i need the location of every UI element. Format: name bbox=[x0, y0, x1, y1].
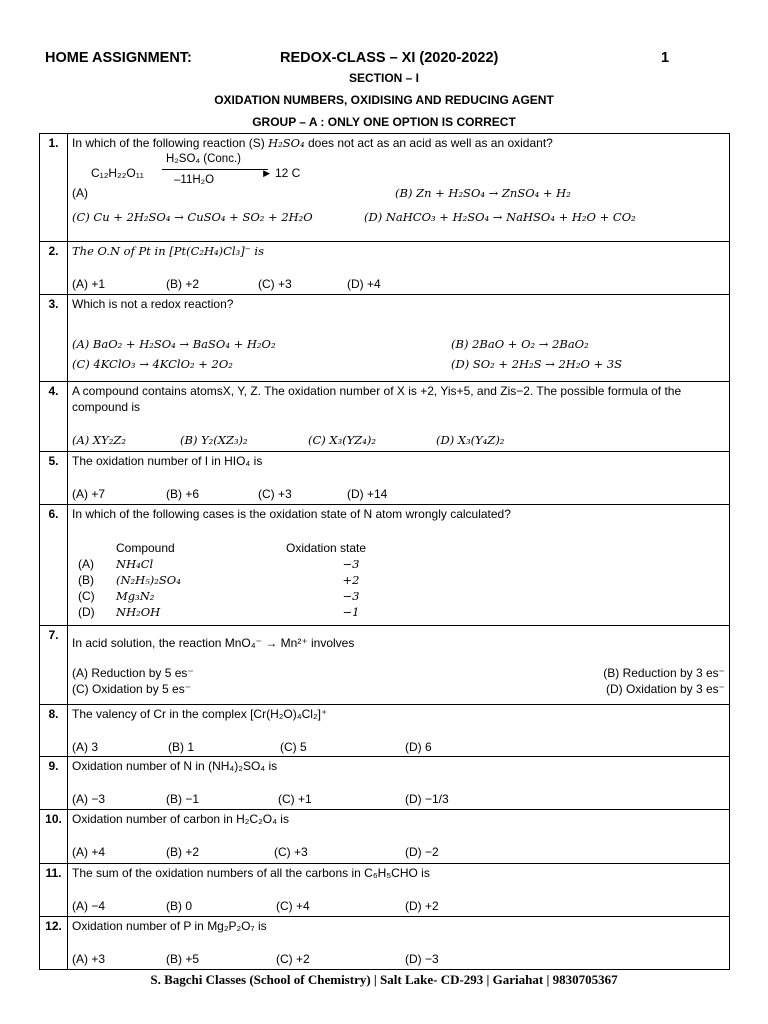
question-number: 9. bbox=[40, 757, 68, 810]
option-a: (A) −4 bbox=[72, 899, 106, 913]
options bbox=[72, 432, 725, 448]
option-d: (D) −1/3 bbox=[405, 792, 449, 806]
option-c: (C) Oxidation by 5 es⁻ bbox=[72, 682, 192, 696]
reaction-arrow: H₂SO₄ (Conc.) ▶ –11H₂O bbox=[160, 151, 270, 185]
option-a: (A) +3 bbox=[72, 952, 106, 966]
question-number: 11. bbox=[40, 864, 68, 917]
option-b: (B) +6 bbox=[166, 487, 200, 501]
question-row bbox=[40, 452, 730, 505]
option-a: (A) BaO₂ + H₂SO₄ → BaSO₄ + H₂O₂ bbox=[72, 337, 276, 351]
option-a: (A) 3 bbox=[72, 740, 99, 754]
option-a: (A) Reduction by 5 es⁻ bbox=[72, 666, 194, 680]
question-row bbox=[40, 382, 730, 452]
question-row bbox=[40, 917, 730, 970]
question-number: 3. bbox=[40, 295, 68, 382]
options bbox=[72, 844, 725, 860]
question-row bbox=[40, 295, 730, 382]
option-b: (B) Y₂(XZ₃)₂ bbox=[180, 433, 248, 447]
options bbox=[72, 898, 725, 914]
question-text: The oxidation number of I in HIO₄ is bbox=[72, 454, 263, 468]
options bbox=[72, 739, 725, 755]
oxidation-state: −1 bbox=[342, 605, 360, 619]
question-row bbox=[40, 757, 730, 810]
option-b: (B) +5 bbox=[166, 952, 200, 966]
option-c: (C) Cu + 2H₂SO₄ → CuSO₄ + SO₂ + 2H₂O bbox=[72, 210, 313, 224]
question-body bbox=[68, 382, 730, 452]
header-title: REDOX-CLASS – XI (2020-2022) bbox=[280, 50, 499, 66]
question-row bbox=[40, 810, 730, 864]
arrow-head-icon: ▶ bbox=[263, 168, 270, 178]
question-text: The sum of the oxidation numbers of all the carbons in C₆H₅CHO is bbox=[72, 866, 430, 880]
option-b: (B) Zn + H₂SO₄ → ZnSO₄ + H₂ bbox=[395, 186, 571, 200]
topic-title: OXIDATION NUMBERS, OXIDISING AND REDUCING AGENT bbox=[214, 93, 554, 107]
option-d: (D) 6 bbox=[405, 740, 432, 754]
options bbox=[72, 951, 725, 967]
question-number: 4. bbox=[40, 382, 68, 452]
footer: S. Bagchi Classes (School of Chemistry) | Salt Lake- CD-293 | Gariahat | 9830705367 bbox=[150, 972, 618, 987]
reaction-reactant: C₁₂H₂₂O₁₁ bbox=[91, 166, 144, 180]
option-c: (C) +2 bbox=[276, 952, 310, 966]
compound: (N₂H₅)₂SO₄ bbox=[116, 573, 181, 587]
option-d: (D) +14 bbox=[347, 487, 388, 501]
question-number: 12. bbox=[40, 917, 68, 970]
question-body bbox=[68, 134, 730, 242]
option-d: (D) Oxidation by 3 es⁻ bbox=[605, 682, 725, 696]
question-number: 6. bbox=[40, 505, 68, 626]
option-d: (D) +4 bbox=[347, 277, 381, 291]
question-text: The valency of Cr in the complex [Cr(H₂O)₄Cl₂]⁺ bbox=[72, 707, 328, 721]
options bbox=[72, 791, 725, 807]
option-b: (B) −1 bbox=[166, 792, 200, 806]
option-b: (B) +2 bbox=[166, 845, 200, 859]
oxidation-state: −3 bbox=[342, 589, 360, 603]
options bbox=[72, 276, 725, 292]
option-d: (D) SO₂ + 2H₂S → 2H₂O + 3S bbox=[451, 357, 623, 371]
option-a-block bbox=[72, 151, 725, 205]
question-number: 7. bbox=[40, 626, 68, 705]
option-c: (C) 5 bbox=[280, 740, 307, 754]
question-number: 8. bbox=[40, 705, 68, 757]
page-number: 1 bbox=[661, 50, 670, 66]
option-d: (D) −2 bbox=[405, 845, 439, 859]
question-row bbox=[40, 505, 730, 626]
option-d: (D) +2 bbox=[405, 899, 439, 913]
question-body bbox=[68, 917, 730, 970]
option-a: (A) −3 bbox=[72, 792, 106, 806]
question-body bbox=[68, 810, 730, 864]
question-number: 5. bbox=[40, 452, 68, 505]
option-b: (B) 0 bbox=[166, 899, 193, 913]
option-a: (A) +4 bbox=[72, 845, 106, 859]
option-c: (C) +3 bbox=[258, 487, 292, 501]
question-text: In which of the following cases is the oxidation state of N atom wrongly calculated? bbox=[72, 507, 511, 521]
group-title: GROUP – A : ONLY ONE OPTION IS CORRECT bbox=[252, 115, 516, 129]
question-body bbox=[68, 505, 730, 626]
header-left: HOME ASSIGNMENT: bbox=[45, 50, 192, 66]
option-b: (B) Reduction by 3 es⁻ bbox=[603, 666, 725, 680]
oxidation-state: −3 bbox=[342, 557, 360, 571]
option-a: (A) XY₂Z₂ bbox=[72, 433, 126, 447]
option-d: (D) NaHCO₃ + H₂SO₄ → NaHSO₄ + H₂O + CO₂ bbox=[364, 210, 636, 224]
question-number: 1. bbox=[40, 134, 68, 242]
compound: NH₂OH bbox=[116, 605, 161, 619]
option-c: (C) +3 bbox=[274, 845, 308, 859]
option-c: (C) X₃(YZ₄)₂ bbox=[308, 433, 377, 447]
question-body bbox=[68, 295, 730, 382]
question-row bbox=[40, 242, 730, 295]
question-body bbox=[68, 864, 730, 917]
option-b: (B) 1 bbox=[168, 740, 195, 754]
question-text: Which is not a redox reaction? bbox=[72, 297, 234, 311]
option-b: (B) 2BaO + O₂ → 2BaO₂ bbox=[451, 337, 589, 351]
question-number: 10. bbox=[40, 810, 68, 864]
question-row bbox=[40, 705, 730, 757]
compound: Mg₃N₂ bbox=[116, 589, 155, 603]
option-c: (C) +3 bbox=[258, 277, 292, 291]
option-label: (A) bbox=[72, 186, 88, 200]
oxidation-state: +2 bbox=[342, 573, 360, 587]
section-title: SECTION – I bbox=[348, 71, 419, 85]
option-a: (A) +1 bbox=[72, 277, 106, 291]
question-body bbox=[68, 452, 730, 505]
question-text: Oxidation number of carbon in H₂C₂O₄ is bbox=[72, 812, 289, 826]
options bbox=[72, 486, 725, 502]
question-body bbox=[68, 242, 730, 295]
question-row bbox=[40, 134, 730, 242]
compound: NH₄Cl bbox=[116, 557, 154, 571]
question-table bbox=[39, 133, 730, 970]
question-body bbox=[68, 705, 730, 757]
question-text: In which of the following reaction (S) H₂SO₄ does not act as an acid as well as an oxidant? bbox=[72, 136, 553, 150]
question-row bbox=[40, 626, 730, 705]
question-text: Oxidation number of P in Mg₂P₂O₇ is bbox=[72, 919, 267, 933]
question-text: A compound contains atomsX, Y, Z. The oxidation number of X is +2, Yis+5, and Zis−2. The possible formula of the compound is bbox=[72, 384, 682, 414]
option-d: (D) −3 bbox=[405, 952, 439, 966]
option-b: (B) +2 bbox=[166, 277, 200, 291]
state-header: Oxidation state bbox=[286, 541, 367, 555]
option-a: (A) +7 bbox=[72, 487, 106, 501]
question-text: The O.N of Pt in [Pt(C₂H₄)Cl₃]⁻ is bbox=[72, 244, 265, 258]
option-d: (D) X₃(Y₄Z)₂ bbox=[436, 433, 505, 447]
compound-table: Compound Oxidation state (A) NH₄Cl −3 (B) (N₂H₅)₂SO₄ +2 (C) Mg₃N₂ −3 (D) NH₂OH −1 bbox=[78, 540, 725, 620]
question-text: Oxidation number of N in (NH₄)₂SO₄ is bbox=[72, 759, 278, 773]
option-c: (C) 4KClO₃ → 4KClO₂ + 2O₂ bbox=[72, 357, 233, 371]
question-row bbox=[40, 864, 730, 917]
compound-header: Compound bbox=[116, 541, 175, 555]
reaction-product: 12 C bbox=[275, 166, 301, 180]
question-body bbox=[68, 757, 730, 810]
question-text: In acid solution, the reaction MnO₄⁻ → Mn²⁺ involves bbox=[72, 636, 355, 650]
question-number: 2. bbox=[40, 242, 68, 295]
option-c: (C) +4 bbox=[276, 899, 310, 913]
question-body bbox=[68, 626, 730, 705]
option-c: (C) +1 bbox=[278, 792, 312, 806]
